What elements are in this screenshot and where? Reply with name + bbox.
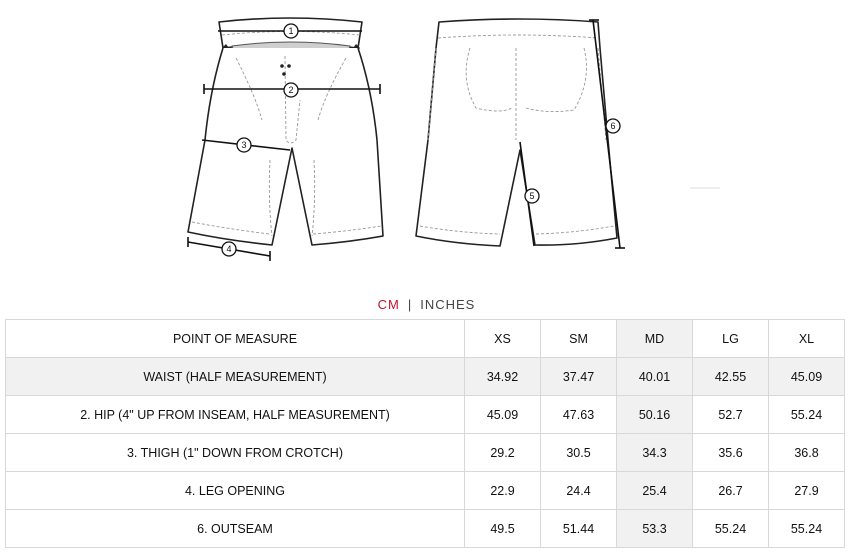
- shorts-front-view: [188, 18, 383, 245]
- callout-4: [222, 242, 236, 256]
- cell-value: 30.5: [541, 434, 617, 472]
- row-label: 6. OUTSEAM: [6, 510, 465, 548]
- cell-value: 51.44: [541, 510, 617, 548]
- cell-value: 29.2: [465, 434, 541, 472]
- table-row: [6, 358, 845, 396]
- cell-value: 40.01: [617, 358, 693, 396]
- cell-value: 34.3: [617, 434, 693, 472]
- header-size-lg: LG: [693, 320, 769, 358]
- cell-value: 55.24: [769, 396, 845, 434]
- cell-value: 55.24: [693, 510, 769, 548]
- unit-separator: |: [407, 297, 413, 312]
- unit-cm-option[interactable]: CM: [377, 297, 400, 312]
- svg-text:1: 1: [288, 26, 294, 36]
- header-size-xs: XS: [465, 320, 541, 358]
- callout-2: [284, 83, 298, 97]
- cell-value: 25.4: [617, 472, 693, 510]
- row-label: 2. HIP (4" UP FROM INSEAM, HALF MEASUREMENT): [6, 396, 465, 434]
- svg-text:5: 5: [529, 191, 535, 201]
- cell-value: 47.63: [541, 396, 617, 434]
- cell-value: 42.55: [693, 358, 769, 396]
- cell-value: 49.5: [465, 510, 541, 548]
- row-label: 4. LEG OPENING: [6, 472, 465, 510]
- row-label: WAIST (HALF MEASUREMENT): [6, 358, 465, 396]
- table-row: [6, 510, 845, 548]
- cell-value: 52.7: [693, 396, 769, 434]
- row-label: 3. THIGH (1" DOWN FROM CROTCH): [6, 434, 465, 472]
- cell-value: 36.8: [769, 434, 845, 472]
- svg-text:6: 6: [610, 121, 616, 131]
- svg-text:4: 4: [226, 244, 232, 254]
- table-row: [6, 396, 845, 434]
- cell-value: 55.24: [769, 510, 845, 548]
- cell-value: 45.09: [769, 358, 845, 396]
- callout-6: [606, 119, 620, 133]
- cell-value: 53.3: [617, 510, 693, 548]
- table-row: [6, 472, 845, 510]
- unit-toggle: [0, 297, 853, 312]
- cell-value: 24.4: [541, 472, 617, 510]
- callout-5: [525, 189, 539, 203]
- header-size-xl: XL: [769, 320, 845, 358]
- header-point-of-measure: POINT OF MEASURE: [6, 320, 465, 358]
- table-header-row: [6, 320, 845, 358]
- cell-value: 34.92: [465, 358, 541, 396]
- header-size-sm: SM: [541, 320, 617, 358]
- header-size-md: MD: [617, 320, 693, 358]
- svg-text:2: 2: [288, 85, 294, 95]
- shorts-back-view: [416, 19, 617, 246]
- cell-value: 26.7: [693, 472, 769, 510]
- callout-1: [284, 24, 298, 38]
- cell-value: 37.47: [541, 358, 617, 396]
- size-chart-table: [5, 319, 845, 548]
- cell-value: 45.09: [465, 396, 541, 434]
- cell-value: 22.9: [465, 472, 541, 510]
- callout-3: [237, 138, 251, 152]
- unit-inches-option[interactable]: INCHES: [420, 297, 476, 312]
- table-row: [6, 434, 845, 472]
- cell-value: 35.6: [693, 434, 769, 472]
- svg-text:3: 3: [241, 140, 247, 150]
- cell-value: 50.16: [617, 396, 693, 434]
- cell-value: 27.9: [769, 472, 845, 510]
